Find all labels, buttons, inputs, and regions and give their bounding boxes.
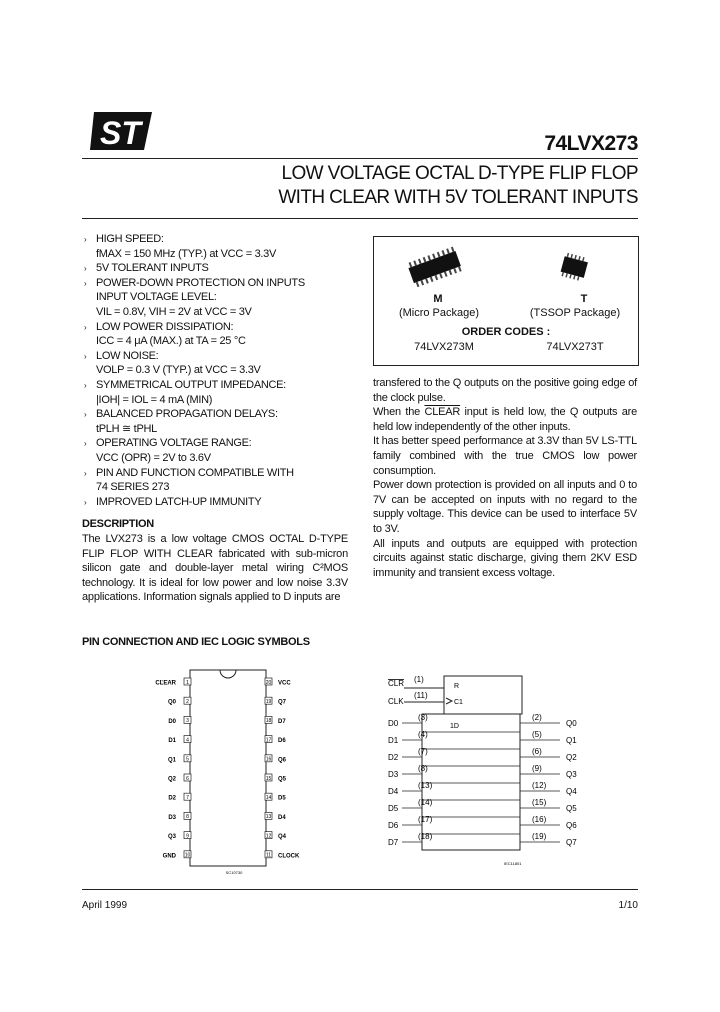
footer-date: April 1999 (82, 900, 128, 911)
iec-c1-label: C1 (454, 699, 463, 706)
dip-pin-number: 15 (265, 775, 272, 782)
pkg-t-name: (TSSOP Package) (529, 307, 621, 319)
dip-pin-number: 12 (265, 833, 272, 840)
dip-pin-label: D3 (168, 814, 176, 821)
dip-right-pins (265, 678, 300, 859)
feature-item: VOLP = 0.3 V (TYP.) at VCC = 3.3V (96, 364, 261, 377)
dip-pin-number: 16 (265, 756, 272, 763)
pkg-m-letter: M (433, 293, 443, 305)
dip-pin-label: Q5 (278, 776, 287, 783)
iec-output-name: Q6 (566, 821, 577, 830)
iec-r-label: R (454, 683, 460, 690)
iec-input-name: D6 (388, 821, 399, 830)
description-right-p1: transfered to the Q outputs on the positive going edge of the clock pulse. (373, 377, 637, 404)
iec-input-name: D5 (388, 804, 399, 813)
iec-1d-label: 1D (450, 723, 459, 730)
iec-logic-diagram (384, 668, 584, 872)
dip-pin-number: 6 (186, 775, 189, 782)
feature-item: › SYMMETRICAL OUTPUT IMPEDANCE: (82, 378, 362, 393)
feature-item: |IOH| = IOL = 4 mA (MIN) (96, 393, 213, 406)
dip-pin-number: 10 (184, 852, 191, 859)
order-code-t: 74LVX273T (546, 341, 604, 353)
iec-output-num: (2) (532, 713, 542, 722)
dip-pin-number: 4 (186, 737, 189, 744)
iec-output-num: (6) (532, 747, 542, 756)
title-line-1: LOW VOLTAGE OCTAL D-TYPE FLIP FLOP (281, 163, 638, 184)
dip-pin-label: GND (162, 853, 176, 860)
description-right-p5: All inputs and outputs are equipped with protection circuits against static discharge, giving them 2KV ESD immunity and transient excess voltage. (373, 537, 637, 579)
document-title (278, 162, 638, 210)
dip-pin-number: 8 (186, 814, 189, 821)
order-code-m: 74LVX273M (414, 341, 474, 353)
iec-input-name: D7 (388, 838, 399, 847)
dip-pin-label: VCC (278, 680, 291, 687)
dip-pin-number: 5 (186, 756, 189, 763)
iec-control-block (444, 676, 522, 714)
iec-clk-num: (11) (414, 691, 428, 700)
feature-item: › OPERATING VOLTAGE RANGE: (82, 436, 362, 451)
iec-clr-label: CLR (388, 679, 405, 688)
iec-input-num: (4) (418, 730, 428, 739)
pkg-t-letter: T (580, 293, 588, 305)
order-codes-box (373, 236, 639, 366)
feature-item: VCC (OPR) = 2V to 3.6V (96, 451, 211, 464)
dip-pin-number: 2 (186, 699, 189, 705)
dip-pin-label: D5 (278, 795, 286, 802)
dip-pin-number: 11 (265, 852, 272, 859)
dip-left-pins (155, 678, 191, 859)
title-rule (82, 158, 638, 159)
description-heading: DESCRIPTION (82, 518, 154, 530)
dip-pin-label: Q3 (167, 834, 176, 841)
feature-item: › LOW NOISE: (82, 349, 362, 364)
feature-item: › POWER-DOWN PROTECTION ON INPUTS (82, 276, 362, 291)
iec-output-num: (19) (532, 832, 547, 841)
dip-pin-label: Q2 (167, 776, 176, 783)
iec-output-name: Q4 (566, 787, 577, 796)
part-number: 74LVX273 (544, 132, 638, 155)
feature-item: › HIGH SPEED: (82, 232, 362, 247)
iec-output-name: Q1 (566, 736, 577, 745)
iec-output-num: (12) (532, 781, 547, 790)
feature-item: fMAX = 150 MHz (TYP.) at VCC = 3.3V (96, 247, 277, 260)
iec-input-num: (13) (418, 781, 433, 790)
iec-input-name: D4 (388, 787, 399, 796)
dip-pin-label: CLEAR (155, 680, 176, 687)
dip-pin-number: 13 (265, 814, 272, 821)
dip-body (190, 670, 266, 866)
dip-pin-number: 17 (265, 737, 272, 744)
title-line-2: WITH CLEAR WITH 5V TOLERANT INPUTS (278, 187, 638, 208)
feature-item: › IMPROVED LATCH-UP IMMUNITY (82, 495, 362, 510)
iec-input-name: D3 (388, 770, 399, 779)
footer-rule (82, 889, 638, 890)
feature-item: 74 SERIES 273 (96, 481, 170, 494)
dip-ref: SC10730 (225, 870, 243, 875)
iec-input-name: D0 (388, 719, 399, 728)
feature-item: › PIN AND FUNCTION COMPATIBLE WITH (82, 466, 362, 481)
iec-output-num: (16) (532, 815, 547, 824)
dip-pin-label: D1 (168, 738, 176, 745)
description-left-text: The LVX273 is a low voltage CMOS OCTAL D-TYPE FLIP FLOP WITH CLEAR fabricated with sub-micron silicon gate and double-layer metal wiring C²MOS technology. It is ideal for low power and low noise 3.3V applications. Information signals applied to D inputs are (82, 533, 348, 604)
dip-pin-label: D0 (168, 718, 176, 725)
subtitle-rule (82, 218, 638, 219)
iec-output-name: Q0 (566, 719, 577, 728)
description-right-p2: When the CLEAR input is held low, the Q outputs are held low independently of the other inputs. (373, 406, 637, 433)
dip-pin-label: Q1 (167, 757, 176, 764)
feature-list (82, 232, 362, 509)
dip-pin-label: D4 (278, 814, 286, 821)
pkg-m-name: (Micro Package) (398, 307, 480, 319)
dip-pin-label: D2 (168, 795, 176, 802)
footer-page: 1/10 (618, 900, 638, 911)
iec-input-num: (8) (418, 764, 428, 773)
feature-item: › BALANCED PROPAGATION DELAYS: (82, 407, 362, 422)
feature-item: › LOW POWER DISSIPATION: (82, 320, 362, 335)
dip-pin-number: 9 (186, 833, 189, 840)
feature-item: ICC = 4 μA (MAX.) at TA = 25 °C (96, 335, 246, 348)
iec-register-block (422, 714, 520, 850)
dip-pin-number: 7 (186, 795, 189, 801)
iec-output-num: (9) (532, 764, 542, 773)
iec-output-num: (5) (532, 730, 542, 739)
dip-pin-label: Q0 (167, 699, 176, 706)
iec-input-num: (7) (418, 747, 428, 756)
iec-input-num: (17) (418, 815, 433, 824)
description-left (82, 532, 348, 605)
iec-output-name: Q7 (566, 838, 577, 847)
pin-section-heading: PIN CONNECTION AND IEC LOGIC SYMBOLS (82, 636, 310, 648)
dip-pin-label: Q6 (278, 757, 287, 764)
dip-pinout-diagram (150, 660, 310, 880)
dip-pin-label: D7 (278, 718, 286, 725)
dip-pin-label: Q4 (278, 834, 287, 841)
dip-pin-number: 19 (265, 699, 272, 705)
dip-pin-label: Q7 (278, 699, 287, 706)
iec-input-name: D1 (388, 736, 399, 745)
iec-input-num: (18) (418, 832, 433, 841)
iec-input-name: D2 (388, 753, 399, 762)
dip-pin-number: 20 (265, 679, 272, 686)
iec-clr-num: (1) (414, 675, 424, 684)
svg-text:ST: ST (100, 115, 141, 151)
iec-rows (388, 713, 577, 847)
iec-output-name: Q5 (566, 804, 577, 813)
description-right-p4: Power down protection is provided on all inputs and 0 to 7V can be accepted on inputs with no regard to the supply voltage. This device can be used to interface 5V to 3V. (373, 479, 637, 535)
dip-pin-number: 3 (186, 718, 189, 725)
dip-pin-label: CLOCK (278, 853, 300, 860)
iec-output-name: Q2 (566, 753, 577, 762)
iec-clk-label: CLK (388, 697, 404, 706)
iec-output-num: (15) (532, 798, 547, 807)
iec-input-num: (14) (418, 798, 433, 807)
iec-input-num: (3) (418, 713, 428, 722)
description-right (373, 376, 637, 580)
order-codes-label: ORDER CODES : (461, 326, 551, 338)
micro-package-image (402, 245, 468, 291)
dip-pin-label: D6 (278, 738, 286, 745)
dip-pin-number: 1 (186, 679, 189, 686)
iec-output-name: Q3 (566, 770, 577, 779)
dip-pin-number: 14 (265, 795, 272, 801)
dip-notch (220, 670, 236, 678)
dip-pin-number: 18 (265, 718, 272, 725)
feature-item: tPLH ≅ tPHL (96, 422, 157, 435)
feature-item: INPUT VOLTAGE LEVEL: (96, 291, 217, 304)
iec-ref: IEC11801 (504, 861, 522, 866)
feature-item: VIL = 0.8V, VIH = 2V at VCC = 3V (96, 305, 252, 318)
feature-item: › 5V TOLERANT INPUTS (82, 261, 362, 276)
description-right-p3: It has better speed performance at 3.3V than 5V LS-TTL family combined with the true CMOS low power consumption. (373, 435, 637, 477)
tssop-package-image (554, 251, 594, 285)
st-logo (88, 104, 158, 154)
